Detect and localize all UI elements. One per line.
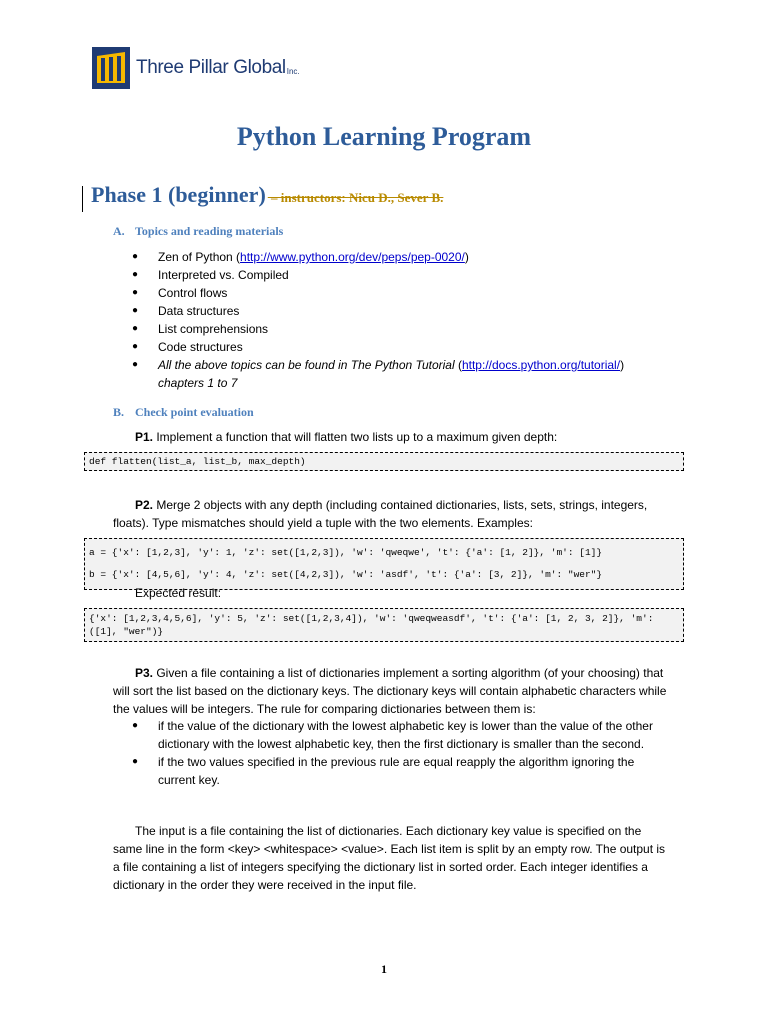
phase-heading — [91, 182, 443, 208]
list-item: ● List comprehensions — [132, 322, 269, 336]
python-tutorial-link[interactable]: http://docs.python.org/tutorial/ — [461, 358, 621, 372]
list-item: ● if the two values specified in the previous rule are equal reapply the algorithm ignoring the current key. — [132, 755, 635, 787]
list-item: ● Zen of Python (http://www.python.org/dev/peps/pep-0020/) — [132, 250, 469, 264]
phase-title: Phase 1 (beginner) — [91, 182, 266, 207]
list-item: ● if the value of the dictionary with the lowest alphabetic key is lower than the value of the other dictionary with the lowest alphabetic key, then the first dictionary is smaller than the second. — [132, 719, 653, 751]
p2-expected-label: Expected result: — [135, 586, 222, 600]
topics-list — [132, 248, 692, 392]
company-logo — [92, 47, 300, 89]
list-item: ● All the above topics can be found in The Python Tutorial (http://docs.python.org/tutorial/) chapters 1 to 7 — [132, 358, 625, 390]
phase-instructors: – instructors: Nicu D., Sever B. — [267, 190, 444, 205]
three-pillar-logo-icon — [92, 47, 130, 89]
p2-expected-code: {'x': [1,2,3,4,5,6], 'y': 5, 'z': set([1,2,3,4]), 'w': 'qweqweasdf', 't': {'a': [1, 2, 3, 2]}, 'm': ([1], "wer")} — [84, 608, 684, 642]
p1-text: P1. Implement a function that will flatten two lists up to a maximum given depth: — [135, 430, 558, 444]
p3-rules-list — [132, 717, 672, 789]
list-item: ● Control flows — [132, 286, 228, 300]
pep-20-link[interactable]: http://www.python.org/dev/peps/pep-0020/ — [240, 250, 465, 264]
list-item: ● Data structures — [132, 304, 240, 318]
p2-code-examples: a = {'x': [1,2,3], 'y': 1, 'z': set([1,2,3]), 'w': 'qweqwe', 't': {'a': [1, 2]}, 'm': [1]} b = {'x': [4,5,6], 'y': 4, 'z': set([4,2,3]), 'w': 'asdf', 't': {'a': [3, 2]}, 'm': "wer"} — [84, 538, 684, 590]
p3-input-description: The input is a file containing the list of dictionaries. Each dictionary key value is specified on the same line in the form <key> <whitespace> <value>. Each list item is split by an empty row. The output is a file containing a list of integers specifying the dictionary list in sorted order. Each integer identifies a dictionary in the order they were received in the input file. — [113, 824, 666, 892]
list-item: ● Code structures — [132, 340, 243, 354]
section-a-heading: A. Topics and reading materials — [113, 224, 284, 238]
list-item: ● Interpreted vs. Compiled — [132, 268, 289, 282]
document-title: Python Learning Program — [236, 122, 532, 151]
page-number: 1 — [381, 962, 387, 976]
p1-code: def flatten(list_a, list_b, max_depth) — [84, 452, 684, 471]
p3-text: P3. Given a file containing a list of dictionaries implement a sorting algorithm (of your choosing) that will sort the list based on the dictionary keys. The dictionary keys will contain alphabetic characters while the values will be integers. The rule for comparing dictionaries between them is: — [113, 666, 667, 716]
logo-wordmark: Three Pillar Global$_{Inc.}$ — [136, 57, 300, 78]
p2-text: P2. Merge 2 objects with any depth (including contained dictionaries, lists, sets, strings, integers, floats). Type mismatches should yield a tuple with the two elements. Examples: — [113, 498, 648, 530]
text-cursor — [82, 186, 83, 212]
section-b-heading: B. Check point evaluation — [113, 405, 254, 419]
